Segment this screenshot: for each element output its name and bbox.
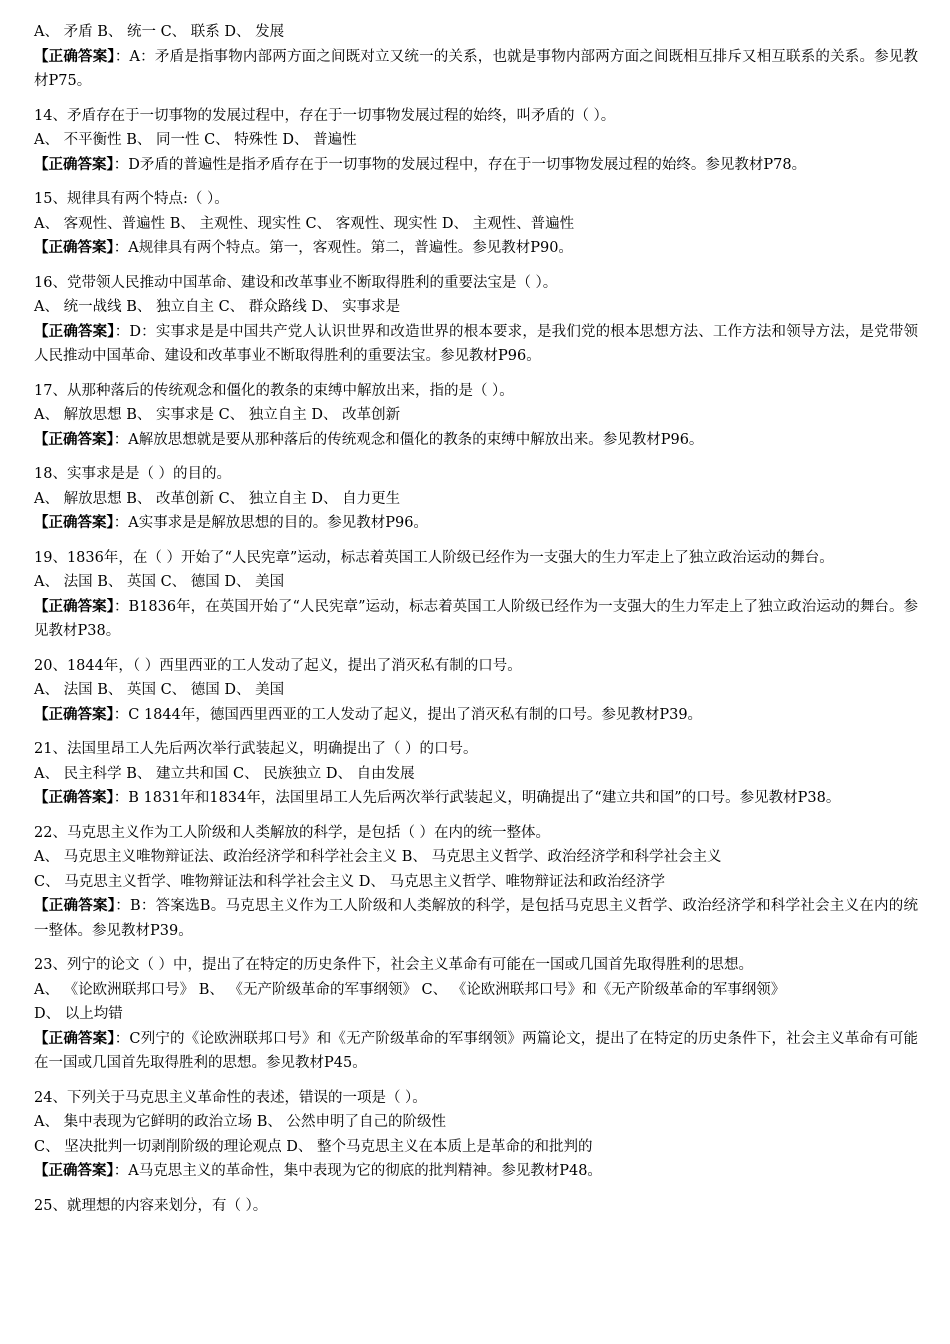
question-block-20 xyxy=(34,654,918,728)
question-text: 20、1844年，（ ）西里西亚的工人发动了起义，提出了消灭私有制的口号。 xyxy=(34,657,522,674)
options-line: A、 集中表现为它鲜明的政治立场 B、 公然申明了自己的阶级性 xyxy=(34,1114,446,1130)
options-line: A、 解放思想 B、 改革创新 C、 独立自主 D、 自力更生 xyxy=(34,490,401,507)
question-text: 18、实事求是是（ ）的目的。 xyxy=(34,466,232,482)
answer-line xyxy=(34,236,918,261)
answer-line xyxy=(34,153,918,178)
answer-label: 【正确答案】 xyxy=(34,514,114,531)
answer-text: ：B1836年，在英国开始了“人民宪章”运动，标志着英国工人阶级已经作为一支强大的生力军走上了独立政治运动的舞台。参见教材P38。 xyxy=(34,598,918,639)
question-text: 24、下列关于马克思主义革命性的表述，错误的一项是（ ）。 xyxy=(34,1089,427,1106)
options-line: A、 统一战线 B、 独立自主 C、 群众路线 D、 实事求是 xyxy=(34,299,401,315)
document-body xyxy=(34,20,918,1228)
question-text: 16、党带领人民推动中国革命、建设和改革事业不断取得胜利的重要法宝是（ ）。 xyxy=(34,274,558,291)
question-block-22 xyxy=(34,821,918,944)
answer-label: 【正确答案】 xyxy=(34,239,114,256)
answer-text: ：A马克思主义的革命性，集中表现为它的彻底的批判精神。参见教材P48。 xyxy=(113,1163,602,1179)
options-line: A、 解放思想 B、 实事求是 C、 独立自主 D、 改革创新 xyxy=(34,407,401,423)
answer-label: 【正确答案】 xyxy=(34,322,115,340)
answer-text: ：A规律具有两个特点。第一，客观性。第二，普遍性。参见教材P90。 xyxy=(113,240,573,256)
answer-line xyxy=(34,320,918,369)
question-text: 19、1836年，在（ ）开始了“人民宪章”运动，标志着英国工人阶级已经作为一支强大的生力军走上了独立政治运动的舞台。 xyxy=(34,549,834,566)
question-text: 23、列宁的论文（ ）中，提出了在特定的历史条件下，社会主义革命有可能在一国或几国首先取得胜利的思想。 xyxy=(34,957,754,973)
options-line: A、 法国 B、 英国 C、 德国 D、 美国 xyxy=(34,682,285,698)
options-line: A、 不平衡性 B、 同一性 C、 特殊性 D、 普遍性 xyxy=(34,132,357,148)
question-block-24 xyxy=(34,1086,918,1184)
question-text: 14、矛盾存在于一切事物的发展过程中，存在于一切事物发展过程的始终，叫矛盾的（ ）。 xyxy=(34,107,616,124)
answer-line xyxy=(34,595,918,644)
answer-label: 【正确答案】 xyxy=(34,430,114,448)
answer-line xyxy=(34,1159,918,1184)
answer-text: ：A解放思想就是要从那种落后的传统观念和僵化的教条的束缚中解放出来。参见教材P96。 xyxy=(113,431,704,448)
question-block-19 xyxy=(34,546,918,644)
question-text: 21、法国里昂工人先后两次举行武装起义，明确提出了（ ）的口号。 xyxy=(34,741,478,757)
answer-label: 【正确答案】 xyxy=(34,155,114,173)
answer-line xyxy=(34,428,918,453)
question-block-25 xyxy=(34,1194,918,1219)
question-text: 22、马克思主义作为工人阶级和人类解放的科学，是包括（ ）在内的统一整体。 xyxy=(34,824,551,841)
answer-label: 【正确答案】 xyxy=(34,597,114,615)
answer-label: 【正确答案】 xyxy=(34,1162,114,1179)
answer-text: ：C列宁的《论欧洲联邦口号》和《无产阶级革命的军事纲领》两篇论文，提出了在特定的历史条件下，社会主义革命有可能在一国或几国首先取得胜利的思想。参见教材P45。 xyxy=(34,1030,918,1071)
question-block-21 xyxy=(34,737,918,811)
options-line: A、 马克思主义唯物辩证法、政治经济学和科学社会主义 B、 马克思主义哲学、政治经济学和科学社会主义 xyxy=(34,849,722,865)
answer-label: 【正确答案】 xyxy=(34,789,114,806)
question-block-14 xyxy=(34,104,918,178)
options-line: C、 坚决批判一切剥削阶级的理论观点 D、 整个马克思主义在本质上是革命的和批判的 xyxy=(34,1138,593,1155)
answer-line xyxy=(34,45,918,94)
answer-label: 【正确答案】 xyxy=(34,705,114,723)
answer-text: ：A实事求是是解放思想的目的。参见教材P96。 xyxy=(113,515,428,531)
answer-text: ：B：答案选B。马克思主义作为工人阶级和人类解放的科学，是包括马克思主义哲学、政治经济学和科学社会主义在内的统一整体。参见教材P39。 xyxy=(34,898,919,939)
question-block-23 xyxy=(34,953,918,1076)
options-line: A、 法国 B、 英国 C、 德国 D、 美国 xyxy=(34,574,285,590)
answer-line xyxy=(34,894,918,943)
answer-text: ：A：矛盾是指事物内部两方面之间既对立又统一的关系，也就是事物内部两方面之间既相互排斥又相互联系的关系。参见教材P75。 xyxy=(34,48,918,89)
question-text: 17、从那种落后的传统观念和僵化的教条的束缚中解放出来，指的是（ ）。 xyxy=(34,382,514,399)
answer-label: 【正确答案】 xyxy=(34,1029,115,1047)
question-block-13 xyxy=(34,20,918,94)
answer-text: ：B 1831年和1834年，法国里昂工人先后两次举行武装起义，明确提出了“建立共和国”的口号。参见教材P38。 xyxy=(113,790,841,806)
options-line: A、 矛盾 B、 统一 C、 联系 D、 发展 xyxy=(34,24,285,40)
answer-line xyxy=(34,511,918,536)
answer-line xyxy=(34,703,918,728)
question-text: 25、就理想的内容来划分，有（ ）。 xyxy=(34,1197,268,1214)
options-line: A、 民主科学 B、 建立共和国 C、 民族独立 D、 自由发展 xyxy=(34,765,415,782)
answer-text: ：D矛盾的普遍性是指矛盾存在于一切事物的发展过程中，存在于一切事物发展过程的始终。参见教材P78。 xyxy=(113,156,807,173)
answer-label: 【正确答案】 xyxy=(34,47,115,65)
answer-line xyxy=(34,786,918,811)
question-text: 15、规律具有两个特点:（ ）。 xyxy=(34,191,229,207)
question-block-16 xyxy=(34,271,918,369)
question-block-18 xyxy=(34,462,918,536)
options-line: A、 《论欧洲联邦口号》 B、 《无产阶级革命的军事纲领》 C、 《论欧洲联邦口号》和《无产阶级革命的军事纲领》 xyxy=(34,981,786,998)
question-block-15 xyxy=(34,187,918,261)
answer-line xyxy=(34,1027,918,1076)
answer-label: 【正确答案】 xyxy=(34,897,116,914)
answer-text: ：C 1844年，德国西里西亚的工人发动了起义，提出了消灭私有制的口号。参见教材P39。 xyxy=(113,706,703,723)
options-line: A、 客观性、普遍性 B、 主观性、现实性 C、 客观性、现实性 D、 主观性、普遍性 xyxy=(34,215,575,232)
answer-text: ：D：实事求是是中国共产党人认识世界和改造世界的根本要求，是我们党的根本思想方法、工作方法和领导方法，是党带领人民推动中国革命、建设和改革事业不断取得胜利的重要法宝。参见教材P96。 xyxy=(34,323,919,364)
options-line: D、 以上均错 xyxy=(34,1006,123,1022)
options-line: C、 马克思主义哲学、唯物辩证法和科学社会主义 D、 马克思主义哲学、唯物辩证法和政治经济学 xyxy=(34,873,666,890)
question-block-17 xyxy=(34,379,918,453)
